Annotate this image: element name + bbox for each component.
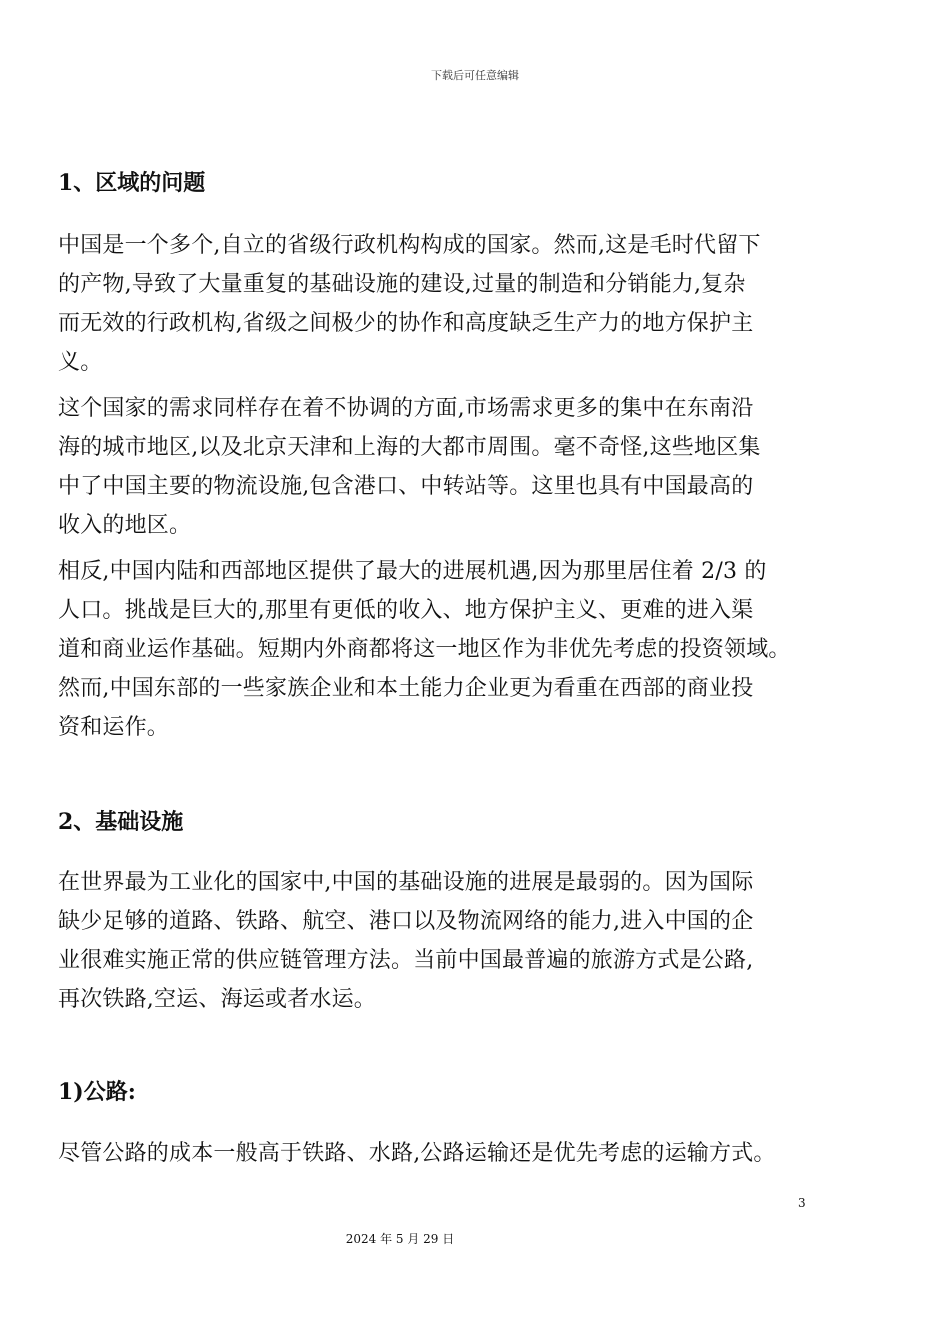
footer-date: 2024 年 5 月 29 日 [345, 1232, 455, 1246]
paragraph-line: 在世界最为工业化的国家中,中国的基础设施的进展是最弱的。因为国际 [58, 870, 754, 895]
paragraph-line: 的产物,导致了大量重复的基础设施的建设,过量的制造和分销能力,复杂 [58, 272, 746, 297]
paragraph-line: 海的城市地区,以及北京天津和上海的大都市周围。毫不奇怪,这些地区集 [58, 435, 761, 460]
paragraph-line: 资和运作。 [58, 715, 170, 740]
section-heading-roads: 1)公路: [58, 1079, 136, 1105]
paragraph-line: 中国是一个多个,自立的省级行政机构构成的国家。然而,这是毛时代留下 [58, 233, 761, 258]
page-number: 3 [798, 1196, 806, 1210]
paragraph-line: 中了中国主要的物流设施,包含港口、中转站等。这里也具有中国最高的 [58, 474, 754, 499]
paragraph-line: 相反,中国内陆和西部地区提供了最大的进展机遇,因为那里居住着 2/3 的 [58, 559, 767, 584]
paragraph-line: 而无效的行政机构,省级之间极少的协作和高度缺乏生产力的地方保护主 [58, 311, 754, 336]
section-heading-regional-issues: 1、区域的问题 [58, 170, 206, 196]
paragraph-line: 缺少足够的道路、铁路、航空、港口以及物流网络的能力,进入中国的企 [58, 909, 754, 934]
section-heading-infrastructure: 2、基础设施 [58, 809, 184, 835]
paragraph-line: 道和商业运作基础。短期内外商都将这一地区作为非优先考虑的投资领域。 [58, 637, 791, 662]
header-note: 下载后可任意编辑 [431, 69, 519, 82]
paragraph-line: 再次铁路,空运、海运或者水运。 [58, 987, 376, 1012]
paragraph-line: 收入的地区。 [58, 513, 192, 538]
paragraph-line: 人口。挑战是巨大的,那里有更低的收入、地方保护主义、更难的进入渠 [58, 598, 754, 623]
paragraph-line: 义。 [58, 350, 103, 375]
paragraph-line: 尽管公路的成本一般高于铁路、水路,公路运输还是优先考虑的运输方式。 [58, 1141, 776, 1166]
paragraph-line: 业很难实施正常的供应链管理方法。当前中国最普遍的旅游方式是公路, [58, 948, 754, 973]
paragraph-line: 这个国家的需求同样存在着不协调的方面,市场需求更多的集中在东南沿 [58, 396, 754, 421]
paragraph-line: 然而,中国东部的一些家族企业和本土能力企业更为看重在西部的商业投 [58, 676, 754, 701]
